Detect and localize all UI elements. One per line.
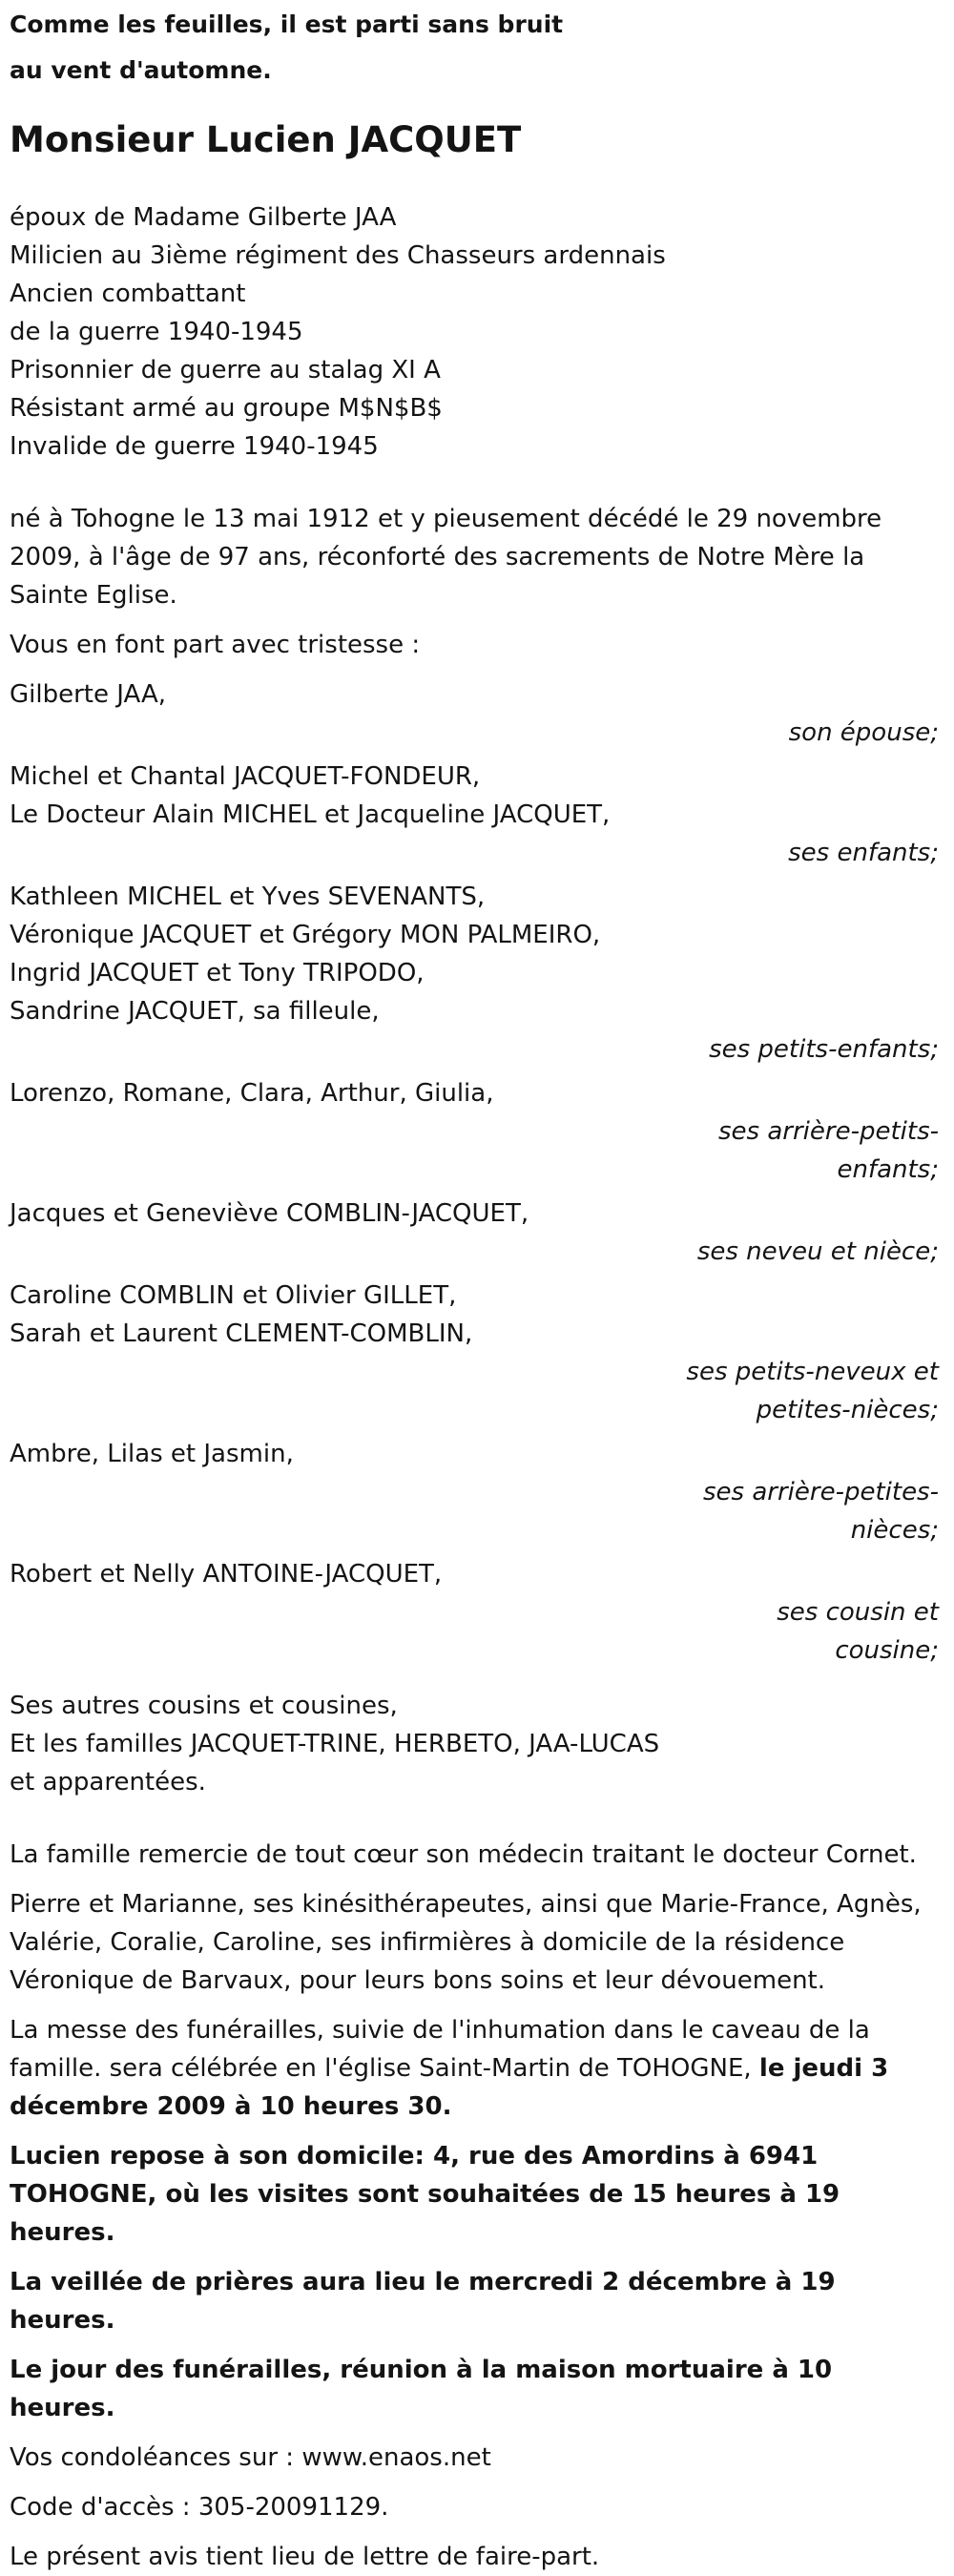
family-name-line: Sandrine JACQUET, sa filleule, (10, 997, 380, 1026)
repose-paragraph: Lucien repose à son domicile: 4, rue des Amordins à 6941 TOHOGNE, où les visites sont souhaitées de 15 heures à 19 heures. (10, 2142, 840, 2247)
family-name-line: Ambre, Lilas et Jasmin, (10, 1440, 294, 1468)
relation-line: nièces; (850, 1516, 939, 1545)
family-name-line: Le Docteur Alain MICHEL et Jacqueline JACQUET, (10, 800, 611, 829)
title-line: de la guerre 1940-1945 (10, 318, 303, 346)
quote-line: Comme les feuilles, il est parti sans bruit (10, 10, 564, 38)
birth-death-paragraph: né à Tohogne le 13 mai 1912 et y pieusement décédé le 29 novembre 2009, à l'âge de 97 ans, réconforté des sacrements de Notre Mère la Sainte Eglise. (10, 505, 882, 610)
family-relation (10, 834, 944, 872)
relation-line: petites-nièces; (756, 1396, 939, 1424)
obituary-page (0, 2, 954, 2571)
family-name-line: Robert et Nelly ANTOINE-JACQUET, (10, 1560, 443, 1589)
announcement-line: Vous en font part avec tristesse : (10, 631, 421, 659)
family-name-line: Ingrid JACQUET et Tony TRIPODO, (10, 959, 425, 987)
other-relatives-line: et apparentées. (10, 1768, 206, 1797)
condolences-line: Vos condoléances sur : www.enaos.net (10, 2443, 491, 2472)
thanks-caregivers: Pierre et Marianne, ses kinésithérapeutes, ainsi que Marie-France, Agnès, Valérie, Coralie, Caroline, ses infirmières à domicile de la résidence Véronique de Barvaux, pour leurs bons soins et leur dévouement. (10, 1890, 922, 1995)
quote-line: au vent d'automne. (10, 56, 272, 84)
relation-line: son épouse; (788, 718, 939, 747)
family-group (10, 1277, 944, 1429)
other-relatives (10, 1687, 944, 1801)
title-line: Invalide de guerre 1940-1945 (10, 432, 379, 461)
family-group (10, 758, 944, 872)
family-group (10, 675, 944, 752)
other-relatives-line: Ses autres cousins et cousines, (10, 1692, 398, 1720)
access-code-line: Code d'accès : 305-20091129. (10, 2493, 389, 2522)
funeral-mass-date: le jeudi 3 décembre 2009 à 10 heures 30. (10, 2054, 889, 2121)
title-line: Milicien au 3ième régiment des Chasseurs ardennais (10, 241, 666, 270)
family-group (10, 1435, 944, 1549)
relation-line: ses petits-neveux et (686, 1358, 939, 1386)
relation-line: ses petits-enfants; (709, 1035, 939, 1064)
funeral-day-paragraph: Le jour des funérailles, réunion à la maison mortuaire à 10 heures. (10, 2356, 833, 2422)
deceased-titles (10, 198, 944, 466)
family-group (10, 878, 944, 1069)
family-group (10, 1074, 944, 1189)
closing-line: Le présent avis tient lieu de lettre de faire-part. (10, 2543, 600, 2571)
family-name-line: Gilberte JAA, (10, 680, 167, 709)
family-name-line: Sarah et Laurent CLEMENT-COMBLIN, (10, 1319, 473, 1348)
family-relation (10, 1593, 944, 1670)
family-name-line: Kathleen MICHEL et Yves SEVENANTS, (10, 883, 486, 911)
funeral-mass-text: La messe des funérailles, suivie de l'inhumation dans le caveau de la famille. sera célébrée en l'église Saint-Martin de TOHOGNE, (10, 2016, 870, 2083)
family-group (10, 1195, 944, 1271)
family-group (10, 1555, 944, 1670)
other-relatives-line: Et les familles JACQUET-TRINE, HERBETO, JAA-LUCAS (10, 1730, 660, 1758)
deceased-name: Monsieur Lucien JACQUET (10, 119, 522, 160)
family-name-line: Jacques et Geneviève COMBLIN-JACQUET, (10, 1199, 529, 1228)
relation-line: ses arrière-petites- (703, 1478, 939, 1506)
family-relation (10, 1030, 944, 1069)
family-relation (10, 714, 944, 752)
relation-line: ses arrière-petits- (718, 1117, 939, 1146)
relation-line: ses cousin et (777, 1598, 939, 1627)
relation-line: ses neveu et nièce; (696, 1237, 939, 1266)
family-name-line: Véronique JACQUET et Grégory MON PALMEIRO, (10, 921, 601, 949)
thanks-doctor: La famille remercie de tout cœur son médecin traitant le docteur Cornet. (10, 1840, 917, 1869)
relation-line: cousine; (835, 1636, 939, 1665)
opening-quote (10, 2, 944, 93)
vigil-paragraph: La veillée de prières aura lieu le mercredi 2 décembre à 19 heures. (10, 2268, 836, 2335)
family-relation (10, 1353, 944, 1429)
relation-line: enfants; (837, 1155, 939, 1184)
family-relation (10, 1473, 944, 1549)
title-line: époux de Madame Gilberte JAA (10, 203, 397, 232)
relation-line: ses enfants; (788, 839, 939, 867)
title-line: Prisonnier de guerre au stalag XI A (10, 356, 441, 384)
family-name-line: Lorenzo, Romane, Clara, Arthur, Giulia, (10, 1079, 494, 1108)
title-line: Résistant armé au groupe M$N$B$ (10, 394, 443, 423)
family-name-line: Caroline COMBLIN et Olivier GILLET, (10, 1281, 457, 1310)
funeral-mass-paragraph (10, 2011, 944, 2126)
family-relation (10, 1233, 944, 1271)
family-name-line: Michel et Chantal JACQUET-FONDEUR, (10, 762, 481, 791)
family-list (10, 675, 944, 1670)
title-line: Ancien combattant (10, 280, 246, 308)
family-relation (10, 1112, 944, 1189)
